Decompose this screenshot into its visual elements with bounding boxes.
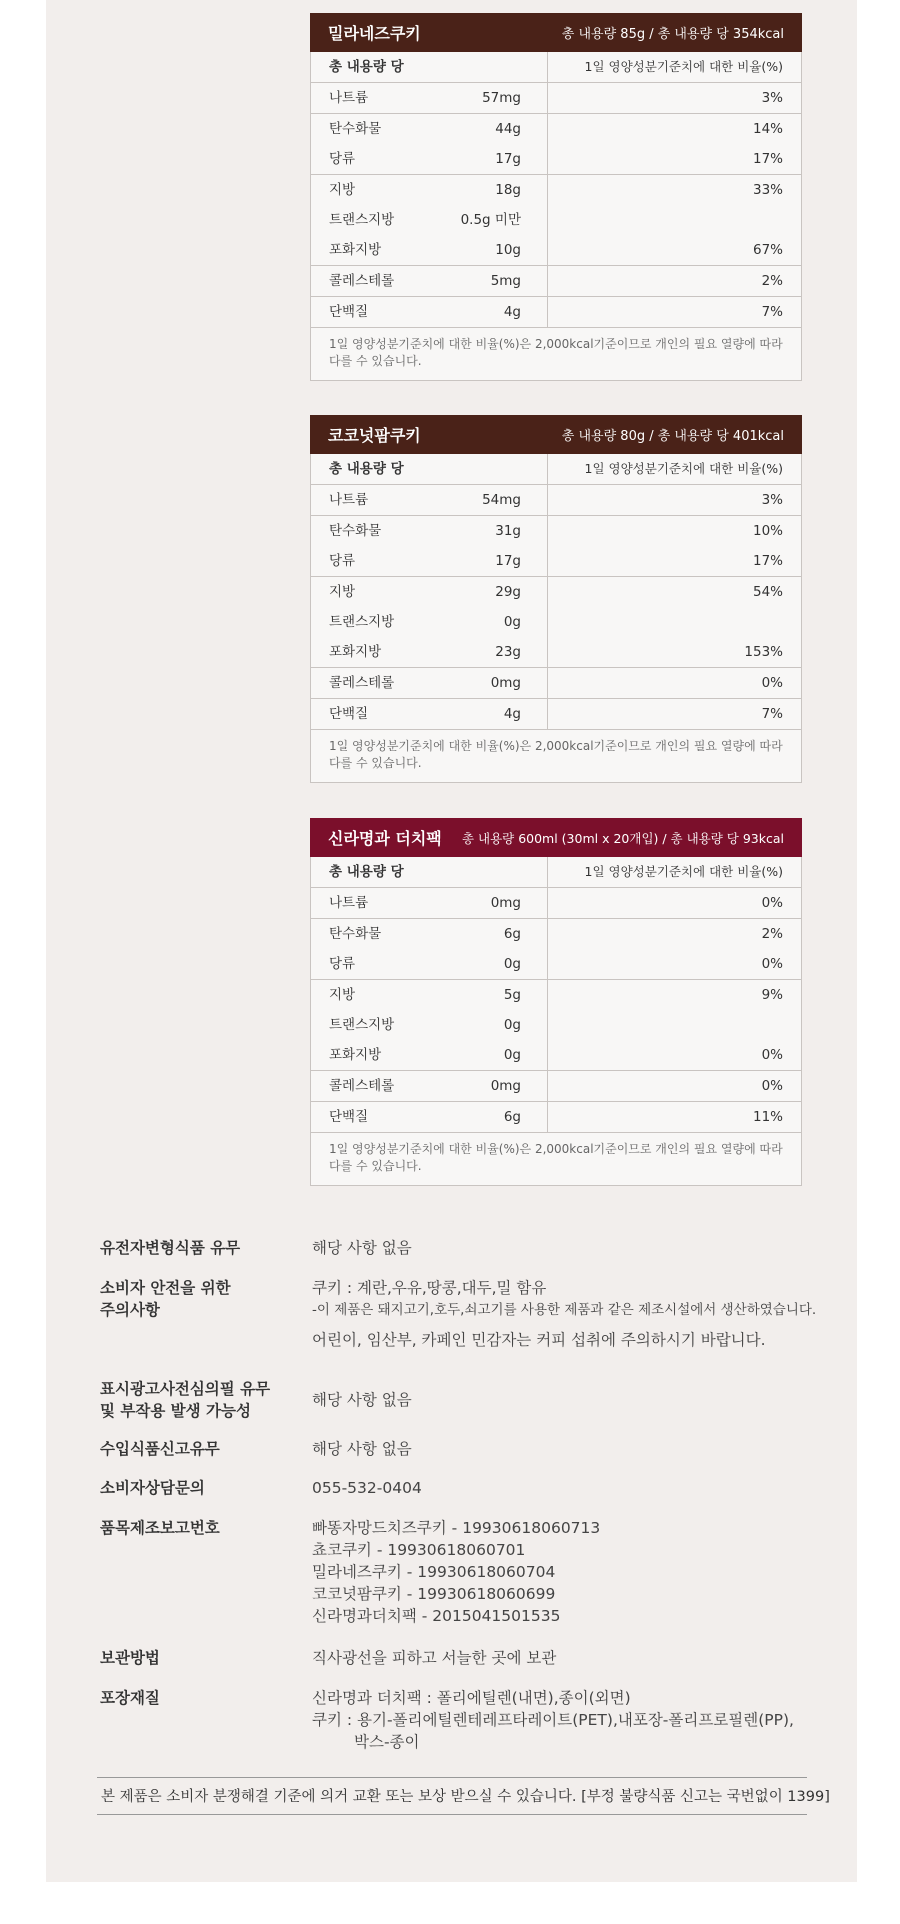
info-value-line: 어린이, 임산부, 카페인 민감자는 커피 섭취에 주의하시기 바랍니다. bbox=[312, 1331, 766, 1349]
table-row bbox=[311, 919, 801, 949]
nutrient-name: 콜레스테롤 bbox=[329, 1078, 395, 1094]
nutrient-amount: 5g bbox=[503, 987, 521, 1003]
table-header-row bbox=[311, 52, 801, 83]
table-row bbox=[311, 888, 801, 919]
report-line: 신라명과더치팩 - 2015041501535 bbox=[312, 1607, 561, 1625]
packaging-line: 박스-종이 bbox=[354, 1733, 420, 1751]
nutrient-name: 나트륨 bbox=[329, 895, 369, 911]
info-value: 직사광선을 피하고 서늘한 곳에 보관 bbox=[312, 1649, 557, 1667]
table-row bbox=[311, 607, 801, 637]
nutrient-pct: 0% bbox=[761, 1047, 783, 1063]
nutrient-name: 탄수화물 bbox=[329, 523, 382, 539]
nutrient-name: 포화지방 bbox=[329, 1047, 382, 1063]
nutrient-amount: 10g bbox=[495, 242, 521, 258]
nutrient-pct: 153% bbox=[744, 644, 783, 660]
nutrient-pct: 0% bbox=[761, 675, 783, 691]
table-row bbox=[311, 114, 801, 144]
nutrient-name: 당류 bbox=[329, 151, 356, 167]
info-label: 소비자상담문의 bbox=[100, 1479, 205, 1497]
nutrient-pct: 0% bbox=[761, 895, 783, 911]
table-row bbox=[311, 516, 801, 546]
header-left: 총 내용량 당 bbox=[329, 461, 404, 477]
table-row bbox=[311, 637, 801, 668]
nutrient-pct: 67% bbox=[752, 242, 783, 258]
product-name: 신라명과 더치팩 bbox=[328, 829, 442, 848]
info-label: 유전자변형식품 유무 bbox=[100, 1239, 241, 1257]
nutrient-pct bbox=[548, 1010, 801, 1040]
product-name: 밀라네즈쿠키 bbox=[328, 24, 421, 43]
nutrient-amount: 4g bbox=[503, 706, 521, 722]
report-line: 빠똥자망드치즈쿠키 - 19930618060713 bbox=[312, 1519, 601, 1537]
nutrient-amount: 0g bbox=[503, 956, 521, 972]
panel-note: 1일 영양성분기준치에 대한 비율(%)은 2,000kcal기준이므로 개인의 필요 열량에 따라 다를 수 있습니다. bbox=[329, 739, 783, 770]
nutrient-pct: 0% bbox=[761, 1078, 783, 1094]
nutrient-name: 트랜스지방 bbox=[329, 614, 395, 630]
nutrient-pct: 17% bbox=[752, 151, 783, 167]
nutrient-pct: 9% bbox=[761, 987, 783, 1003]
report-line: 쵸코쿠키 - 19930618060701 bbox=[312, 1541, 526, 1559]
panel-note: 1일 영양성분기준치에 대한 비율(%)은 2,000kcal기준이므로 개인의 필요 열량에 따라 다를 수 있습니다. bbox=[329, 1142, 783, 1173]
panel-header bbox=[310, 818, 802, 857]
nutrient-name: 단백질 bbox=[329, 706, 369, 722]
table-row bbox=[311, 235, 801, 266]
header-right: 1일 영양성분기준치에 대한 비율(%) bbox=[584, 461, 783, 476]
table-row bbox=[311, 266, 801, 297]
info-label: 수입식품신고유무 bbox=[100, 1440, 220, 1458]
nutrient-name: 단백질 bbox=[329, 304, 369, 320]
table-row bbox=[311, 205, 801, 235]
product-name: 코코넛팜쿠키 bbox=[328, 426, 421, 445]
nutrient-name: 포화지방 bbox=[329, 644, 382, 660]
panel-note: 1일 영양성분기준치에 대한 비율(%)은 2,000kcal기준이므로 개인의 필요 열량에 따라 다를 수 있습니다. bbox=[329, 337, 783, 368]
nutrient-amount: 6g bbox=[503, 926, 521, 942]
table-row bbox=[311, 1071, 801, 1102]
nutrient-amount: 54mg bbox=[482, 492, 521, 508]
nutrient-amount: 0g bbox=[503, 1017, 521, 1033]
info-label-line: 및 부작용 발생 가능성 bbox=[100, 1402, 251, 1420]
nutrient-name: 단백질 bbox=[329, 1109, 369, 1125]
nutrient-amount: 0mg bbox=[490, 1078, 521, 1094]
nutrient-name: 지방 bbox=[329, 584, 356, 600]
info-label-line: 주의사항 bbox=[100, 1301, 160, 1319]
nutrient-amount: 0.5g 미만 bbox=[460, 212, 521, 228]
nutrient-name: 나트륨 bbox=[329, 492, 369, 508]
nutrient-pct: 3% bbox=[761, 90, 783, 106]
info-label-line: 소비자 안전을 위한 bbox=[100, 1279, 231, 1297]
product-info: 총 내용량 600ml (30ml x 20개입) / 총 내용량 당 93kcal bbox=[461, 830, 784, 846]
header-left: 총 내용량 당 bbox=[329, 864, 404, 880]
header-right: 1일 영양성분기준치에 대한 비율(%) bbox=[584, 864, 783, 879]
nutrient-amount: 0g bbox=[503, 1047, 521, 1063]
product-info: 총 내용량 80g / 총 내용량 당 401kcal bbox=[561, 429, 784, 444]
nutrient-name: 탄수화물 bbox=[329, 121, 382, 137]
info-label-line: 표시광고사전심의필 유무 bbox=[100, 1380, 271, 1398]
table-row bbox=[311, 546, 801, 577]
table-row bbox=[311, 980, 801, 1010]
nutrient-amount: 17g bbox=[495, 553, 521, 569]
nutrient-pct: 0% bbox=[761, 956, 783, 972]
panel-header bbox=[310, 415, 802, 454]
table-header-row bbox=[311, 857, 801, 888]
nutrient-name: 나트륨 bbox=[329, 90, 369, 106]
info-value: 해당 사항 없음 bbox=[312, 1440, 412, 1458]
nutrient-amount: 0mg bbox=[490, 675, 521, 691]
nutrient-name: 지방 bbox=[329, 182, 356, 198]
table-row bbox=[311, 485, 801, 516]
packaging-line: 쿠키 : 용기-폴리에틸렌테레프타레이트(PET),내포장-폴리프로필렌(PP), bbox=[312, 1711, 794, 1729]
nutrient-pct: 54% bbox=[752, 584, 783, 600]
product-info: 총 내용량 85g / 총 내용량 당 354kcal bbox=[561, 27, 784, 42]
info-value bbox=[312, 1517, 842, 1627]
table-row bbox=[311, 1102, 801, 1133]
header-right: 1일 영양성분기준치에 대한 비율(%) bbox=[584, 59, 783, 74]
nutrient-pct bbox=[548, 607, 801, 637]
nutrient-name: 트랜스지방 bbox=[329, 1017, 395, 1033]
table-row bbox=[311, 1040, 801, 1071]
header-left: 총 내용량 당 bbox=[329, 59, 404, 75]
table-header-row bbox=[311, 454, 801, 485]
table-row bbox=[311, 175, 801, 205]
info-value: 해당 사항 없음 bbox=[312, 1391, 412, 1409]
info-label: 포장재질 bbox=[100, 1689, 160, 1707]
nutrient-pct: 14% bbox=[752, 121, 783, 137]
nutrition-panel-milanese bbox=[310, 13, 802, 381]
info-label: 보관방법 bbox=[100, 1649, 160, 1667]
nutrient-name: 지방 bbox=[329, 987, 356, 1003]
report-line: 밀라네즈쿠키 - 19930618060704 bbox=[312, 1563, 556, 1581]
nutrient-pct: 2% bbox=[761, 926, 783, 942]
nutrient-name: 콜레스테롤 bbox=[329, 675, 395, 691]
nutrient-name: 탄수화물 bbox=[329, 926, 382, 942]
nutrient-amount: 4g bbox=[503, 304, 521, 320]
panel-header bbox=[310, 13, 802, 52]
nutrient-pct: 2% bbox=[761, 273, 783, 289]
nutrient-amount: 57mg bbox=[482, 90, 521, 106]
nutrient-amount: 23g bbox=[495, 644, 521, 660]
nutrient-amount: 17g bbox=[495, 151, 521, 167]
table-row bbox=[311, 144, 801, 175]
nutrient-amount: 31g bbox=[495, 523, 521, 539]
table-row bbox=[311, 949, 801, 980]
nutrition-panel-coconut bbox=[310, 415, 802, 783]
info-value: 해당 사항 없음 bbox=[312, 1239, 412, 1257]
nutrient-amount: 29g bbox=[495, 584, 521, 600]
packaging-line: 신라명과 더치팩 : 폴리에틸렌(내면),종이(외면) bbox=[312, 1689, 631, 1707]
nutrient-amount: 0g bbox=[503, 614, 521, 630]
exchange-notice: 본 제품은 소비자 분쟁해결 기준에 의거 교환 또는 보상 받으실 수 있습니다. [부정 불량식품 신고는 국번없이 1399] bbox=[97, 1777, 807, 1815]
nutrient-pct: 3% bbox=[761, 492, 783, 508]
info-value bbox=[312, 1277, 842, 1351]
nutrient-name: 당류 bbox=[329, 553, 356, 569]
info-label bbox=[100, 1277, 300, 1321]
nutrient-amount: 0mg bbox=[490, 895, 521, 911]
info-value-line: -이 제품은 돼지고기,호두,쇠고기를 사용한 제품과 같은 제조시설에서 생산하였습니다. bbox=[312, 1302, 817, 1318]
nutrition-panel-dutchpack bbox=[310, 818, 802, 1186]
table-row bbox=[311, 577, 801, 607]
nutrient-pct bbox=[548, 205, 801, 235]
nutrient-name: 당류 bbox=[329, 956, 356, 972]
report-line: 코코넛팜쿠키 - 19930618060699 bbox=[312, 1585, 556, 1603]
nutrient-pct: 10% bbox=[752, 523, 783, 539]
table-row bbox=[311, 83, 801, 114]
nutrient-amount: 6g bbox=[503, 1109, 521, 1125]
nutrient-amount: 44g bbox=[495, 121, 521, 137]
nutrient-pct: 11% bbox=[752, 1109, 783, 1125]
nutrient-pct: 17% bbox=[752, 553, 783, 569]
table-row bbox=[311, 1010, 801, 1040]
table-row bbox=[311, 297, 801, 328]
nutrient-pct: 7% bbox=[761, 706, 783, 722]
table-row bbox=[311, 699, 801, 730]
info-value bbox=[312, 1687, 842, 1753]
nutrient-amount: 5mg bbox=[490, 273, 521, 289]
nutrient-name: 포화지방 bbox=[329, 242, 382, 258]
info-label: 품목제조보고번호 bbox=[100, 1519, 220, 1537]
info-value-line: 쿠키 : 계란,우유,땅콩,대두,밀 함유 bbox=[312, 1279, 547, 1297]
nutrient-pct: 33% bbox=[752, 182, 783, 198]
nutrient-name: 콜레스테롤 bbox=[329, 273, 395, 289]
nutrient-name: 트랜스지방 bbox=[329, 212, 395, 228]
info-value: 055-532-0404 bbox=[312, 1479, 422, 1497]
table-row bbox=[311, 668, 801, 699]
nutrient-amount: 18g bbox=[495, 182, 521, 198]
info-label bbox=[100, 1378, 300, 1422]
nutrient-pct: 7% bbox=[761, 304, 783, 320]
